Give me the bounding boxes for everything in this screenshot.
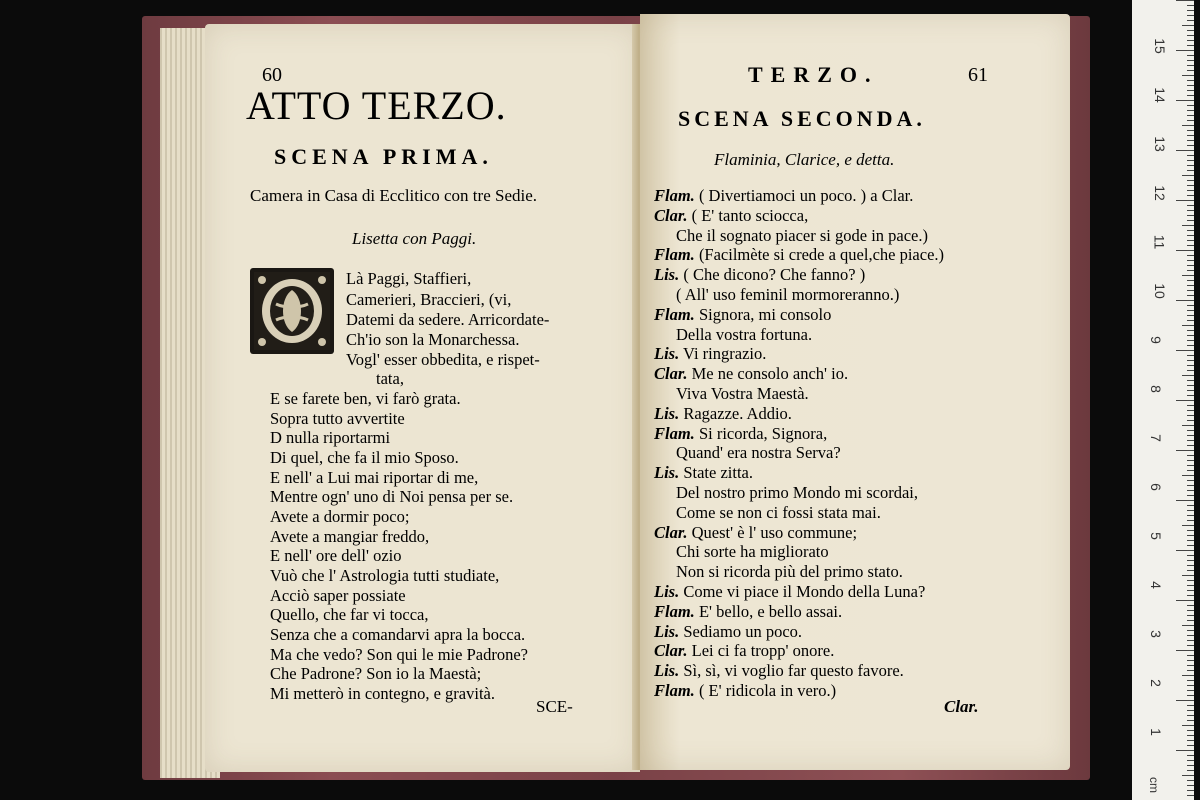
ruler-tick — [1187, 730, 1194, 731]
ruler-tick — [1187, 355, 1194, 356]
verse-line: E se farete ben, vi farò grata. — [270, 389, 461, 408]
ruler-tick — [1176, 250, 1194, 251]
ruler-tick — [1187, 90, 1194, 91]
ruler-tick — [1182, 325, 1194, 326]
ruler-tick — [1187, 590, 1194, 591]
speech-text: Non si ricorda più del primo stato. — [676, 562, 903, 582]
speech-text: Chi sorte ha migliorato — [676, 542, 829, 562]
ruler-tick — [1187, 240, 1194, 241]
ruler-tick — [1182, 75, 1194, 76]
speech-text: ( E' tanto sciocca, — [691, 205, 809, 225]
ruler-tick — [1187, 545, 1194, 546]
ruler-tick — [1187, 735, 1194, 736]
ruler-tick — [1182, 575, 1194, 576]
ruler-tick — [1182, 625, 1194, 626]
ruler-tick — [1187, 5, 1194, 6]
ruler-tick — [1187, 135, 1194, 136]
ruler-tick — [1187, 315, 1194, 316]
ruler-tick — [1187, 640, 1194, 641]
ruler-tick — [1187, 690, 1194, 691]
ruler-tick — [1187, 585, 1194, 586]
verse-line: Acciò saper possiate — [270, 586, 406, 605]
ruler-tick — [1187, 335, 1194, 336]
speaker-name: Flam. — [654, 245, 695, 265]
ruler-tick — [1187, 455, 1194, 456]
ruler-number: 10 — [1151, 283, 1168, 299]
ruler-tick — [1187, 270, 1194, 271]
ruler-tick — [1176, 550, 1194, 551]
dialogue-line — [654, 582, 925, 602]
speaker-name: Lis. — [654, 621, 680, 641]
ruler-tick — [1187, 190, 1194, 191]
ruler-tick — [1187, 140, 1194, 141]
ruler-tick — [1187, 55, 1194, 56]
dialogue-line — [654, 523, 857, 543]
dialogue-line — [654, 424, 827, 444]
dialogue-line — [654, 463, 753, 483]
ruler-tick — [1187, 740, 1194, 741]
verse-line: Camerieri, Braccieri, (vi, — [346, 290, 512, 309]
ruler-tick — [1187, 570, 1194, 571]
speaker-name: Clar. — [654, 641, 688, 661]
ruler-tick — [1187, 130, 1194, 131]
right-page-number: 61 — [968, 64, 988, 86]
ruler-tick — [1176, 400, 1194, 401]
speech-text: Sì, sì, vi voglio far questo favore. — [683, 661, 904, 681]
ruler-tick — [1187, 535, 1194, 536]
ruler-tick — [1187, 380, 1194, 381]
ruler-tick — [1176, 500, 1194, 501]
dialogue-line — [676, 384, 809, 404]
ruler-tick — [1187, 415, 1194, 416]
verse-line: Quello, che far vi tocca, — [270, 605, 429, 624]
ruler-number: 13 — [1151, 136, 1168, 152]
ruler-tick — [1187, 685, 1194, 686]
ruler-tick — [1182, 725, 1194, 726]
ruler-number: 14 — [1151, 87, 1168, 103]
ruler-tick — [1187, 320, 1194, 321]
floral-initial-icon — [250, 268, 334, 354]
ruler-tick — [1187, 555, 1194, 556]
speaker-name: Flam. — [654, 423, 695, 443]
ruler-tick — [1187, 765, 1194, 766]
ruler-tick — [1182, 225, 1194, 226]
ruler-tick — [1187, 405, 1194, 406]
ruler-tick — [1187, 470, 1194, 471]
verse-line: Mentre ogn' uno di Noi pensa per se. — [270, 487, 514, 506]
speech-text: ( E' ridicola in vero.) — [698, 681, 837, 700]
scene-setting: Camera in Casa di Ecclitico con tre Sedie. — [250, 186, 538, 205]
ruler-tick — [1182, 175, 1194, 176]
ruler-tick — [1187, 785, 1194, 786]
ruler-tick — [1187, 670, 1194, 671]
speech-text: Della vostra fortuna. — [676, 324, 813, 344]
ruler-tick — [1187, 45, 1194, 46]
ruler-tick — [1187, 440, 1194, 441]
right-catchword: Clar. — [944, 697, 979, 716]
ruler-tick — [1182, 675, 1194, 676]
dialogue-line — [654, 404, 792, 424]
ruler-tick — [1187, 40, 1194, 41]
ruler-tick — [1187, 330, 1194, 331]
ruler-tick — [1187, 70, 1194, 71]
ruler-tick — [1187, 435, 1194, 436]
ruler-tick — [1187, 265, 1194, 266]
speech-text: ( Divertiamoci un poco. ) a Clar. — [698, 186, 914, 205]
ruler-tick — [1187, 15, 1194, 16]
dialogue-line — [654, 206, 808, 226]
ruler-tick — [1187, 580, 1194, 581]
verse-line: Avete a mangiar freddo, — [270, 527, 430, 546]
ruler-tick — [1187, 635, 1194, 636]
speech-text: Sediamo un poco. — [683, 621, 803, 641]
speaker-name: Clar. — [654, 205, 688, 225]
ruler-tick — [1187, 390, 1194, 391]
dialogue-line — [654, 186, 913, 206]
dialogue-line — [676, 562, 903, 582]
ruler-tick — [1187, 345, 1194, 346]
ruler-tick — [1187, 230, 1194, 231]
ruler-tick — [1187, 645, 1194, 646]
verse-line: Là Paggi, Staffieri, — [346, 269, 472, 288]
speech-text: Come se non ci fossi stata mai. — [676, 502, 881, 522]
ruler-tick — [1187, 780, 1194, 781]
ruler-tick — [1187, 445, 1194, 446]
ruler-tick — [1187, 430, 1194, 431]
ruler-tick — [1187, 195, 1194, 196]
ruler-tick — [1176, 100, 1194, 101]
ruler-tick — [1187, 160, 1194, 161]
dialogue-line — [676, 483, 918, 503]
verse-line: E nell' ore dell' ozio — [270, 546, 402, 565]
ruler-tick — [1187, 755, 1194, 756]
dialogue-line — [654, 245, 944, 265]
ruler-tick — [1187, 370, 1194, 371]
verse-line: E nell' a Lui mai riportar di me, — [270, 468, 479, 487]
ruler-tick — [1187, 410, 1194, 411]
verse-line: Avete a dormir poco; — [270, 507, 410, 526]
verse-line: tata, — [376, 369, 404, 388]
speaker-name: Flam. — [654, 681, 695, 700]
left-scene-heading: SCENA PRIMA. — [274, 144, 493, 169]
ruler-tick — [1187, 205, 1194, 206]
ruler-tick — [1187, 180, 1194, 181]
ruler-tick — [1187, 505, 1194, 506]
speaker-name: Lis. — [654, 344, 680, 364]
ruler-tick — [1176, 0, 1194, 1]
ruler-tick — [1187, 35, 1194, 36]
ruler-tick — [1176, 50, 1194, 51]
ruler-tick — [1187, 295, 1194, 296]
speaker-name: Lis. — [654, 582, 680, 601]
ruler-number: 15 — [1151, 38, 1168, 54]
decorated-initial — [250, 268, 334, 354]
ruler-tick — [1187, 115, 1194, 116]
ruler-tick — [1187, 615, 1194, 616]
ruler-tick — [1187, 790, 1194, 791]
ruler-tick — [1187, 530, 1194, 531]
ruler-tick — [1187, 620, 1194, 621]
speech-text: ( Che dicono? Che fanno? ) — [683, 265, 866, 285]
ruler-tick — [1187, 515, 1194, 516]
ruler-tick — [1187, 145, 1194, 146]
speaker-name: Lis. — [654, 403, 680, 423]
ruler-tick — [1187, 460, 1194, 461]
ruler-tick — [1176, 450, 1194, 451]
ruler-tick — [1187, 630, 1194, 631]
left-page-number: 60 — [262, 64, 282, 86]
ruler-number: 5 — [1147, 532, 1164, 540]
ruler-number: 1 — [1147, 728, 1164, 736]
ruler-tick — [1187, 170, 1194, 171]
measuring-ruler — [1132, 0, 1194, 800]
ruler-tick — [1187, 560, 1194, 561]
ruler-tick — [1187, 245, 1194, 246]
ruler-tick — [1187, 165, 1194, 166]
ruler-tick — [1187, 185, 1194, 186]
speech-text: Quand' era nostra Serva? — [676, 443, 841, 463]
ruler-tick — [1187, 715, 1194, 716]
act-title: ATTO TERZO. — [246, 83, 507, 128]
ruler-tick — [1187, 745, 1194, 746]
ruler-tick — [1176, 150, 1194, 151]
verse-line: Di quel, che fa il mio Sposo. — [270, 448, 459, 467]
ruler-tick — [1187, 485, 1194, 486]
dialogue-line — [676, 503, 881, 523]
speech-text: Vi ringrazio. — [683, 344, 767, 364]
running-head: TERZO. — [748, 62, 879, 87]
speech-text: Viva Vostra Maestà. — [676, 384, 809, 403]
ruler-number: 6 — [1147, 483, 1164, 491]
dialogue-line — [676, 325, 812, 345]
verse-line: Senza che a comandarvi apra la bocca. — [270, 625, 526, 644]
ruler-tick — [1176, 650, 1194, 651]
speaker-name: Clar. — [654, 364, 688, 384]
ruler-tick — [1187, 110, 1194, 111]
speech-text: ( All' uso feminil mormoreranno.) — [676, 285, 900, 304]
ruler-tick — [1187, 30, 1194, 31]
ruler-tick — [1187, 395, 1194, 396]
ruler-tick — [1187, 290, 1194, 291]
ruler-tick — [1187, 565, 1194, 566]
ruler-tick — [1187, 510, 1194, 511]
ruler-tick — [1187, 255, 1194, 256]
ruler-tick — [1187, 305, 1194, 306]
ruler-tick — [1187, 340, 1194, 341]
ruler-tick — [1187, 770, 1194, 771]
speech-text: Signora, mi consolo — [698, 304, 832, 324]
verse-line: Che Padrone? Son io la Maestà; — [270, 664, 482, 683]
ruler-tick — [1187, 235, 1194, 236]
ruler-tick — [1182, 475, 1194, 476]
ruler-tick — [1187, 215, 1194, 216]
ruler-number: 12 — [1151, 185, 1168, 201]
ruler-tick — [1187, 795, 1194, 796]
right-scene-heading: SCENA SECONDA. — [678, 106, 926, 131]
ruler-tick — [1187, 20, 1194, 21]
dialogue-line — [654, 661, 904, 681]
verse-line: Datemi da sedere. Arricordate- — [346, 310, 550, 329]
dialogue-line — [654, 681, 836, 701]
ruler-tick — [1187, 760, 1194, 761]
dialogue-line — [654, 265, 865, 285]
ruler-number: 4 — [1147, 581, 1164, 589]
ruler-tick — [1187, 695, 1194, 696]
verse-line: Ma che vedo? Son qui le mie Padrone? — [270, 645, 528, 664]
ruler-tick — [1187, 385, 1194, 386]
speech-text: Ragazze. Addio. — [683, 403, 792, 423]
speaker-name: Flam. — [654, 304, 695, 324]
ruler-unit: cm — [1147, 777, 1161, 793]
ruler-tick — [1187, 705, 1194, 706]
speech-text: Del nostro primo Mondo mi scordai, — [676, 483, 918, 502]
speech-text: Lei ci fa tropp' onore. — [691, 641, 835, 661]
ruler-tick — [1187, 60, 1194, 61]
ruler-tick — [1187, 610, 1194, 611]
speech-text: State zitta. — [683, 463, 753, 483]
dialogue-line — [654, 364, 848, 384]
dialogue-line — [654, 344, 766, 364]
ruler-tick — [1176, 750, 1194, 751]
ruler-tick — [1187, 80, 1194, 81]
ruler-tick — [1176, 350, 1194, 351]
verse-line: Vogl' esser obbedita, e rispet- — [346, 350, 540, 369]
ruler-tick — [1187, 480, 1194, 481]
ruler-tick — [1187, 520, 1194, 521]
ruler-tick — [1187, 720, 1194, 721]
ruler-tick — [1187, 665, 1194, 666]
ruler-tick — [1187, 260, 1194, 261]
ruler-tick — [1187, 310, 1194, 311]
ruler-number: 11 — [1151, 234, 1168, 250]
dialogue-line — [676, 226, 928, 246]
ruler-tick — [1176, 200, 1194, 201]
ruler-tick — [1187, 680, 1194, 681]
right-characters: Flaminia, Clarice, e detta. — [714, 150, 895, 169]
left-catchword: SCE- — [536, 697, 573, 716]
speech-text: Me ne consolo anch' io. — [691, 364, 849, 384]
speaker-name: Lis. — [654, 661, 680, 681]
speaker-name: Lis. — [654, 463, 680, 483]
ruler-number: 7 — [1147, 434, 1164, 442]
dialogue-line — [676, 542, 829, 562]
speech-text: Quest' è l' uso commune; — [691, 522, 858, 542]
ruler-number: 3 — [1147, 630, 1164, 638]
ruler-tick — [1187, 285, 1194, 286]
ruler-tick — [1187, 710, 1194, 711]
speaker-name: Flam. — [654, 186, 695, 205]
speech-text: Che il sognato piacer si gode in pace.) — [676, 225, 929, 245]
ruler-tick — [1187, 155, 1194, 156]
ruler-tick — [1187, 95, 1194, 96]
speech-text: Si ricorda, Signora, — [698, 423, 828, 443]
ruler-tick — [1176, 700, 1194, 701]
ruler-tick — [1187, 420, 1194, 421]
speaker-name: Lis. — [654, 265, 680, 285]
ruler-tick — [1187, 120, 1194, 121]
speech-text: (Facilmète si crede a quel,che piace.) — [698, 245, 945, 265]
ruler-tick — [1187, 280, 1194, 281]
ruler-tick — [1187, 85, 1194, 86]
ruler-tick — [1182, 25, 1194, 26]
verse-line: Ch'io son la Monarchessa. — [346, 330, 520, 349]
dialogue-line — [654, 602, 842, 622]
ruler-tick — [1187, 465, 1194, 466]
ruler-tick — [1187, 540, 1194, 541]
ruler-tick — [1187, 105, 1194, 106]
ruler-tick — [1182, 525, 1194, 526]
ruler-tick — [1187, 220, 1194, 221]
dialogue-line — [676, 285, 899, 305]
ruler-tick — [1187, 10, 1194, 11]
ruler-tick — [1187, 605, 1194, 606]
ruler-tick — [1182, 275, 1194, 276]
ruler-tick — [1187, 365, 1194, 366]
ruler-tick — [1182, 375, 1194, 376]
dialogue-line — [654, 622, 802, 642]
ruler-tick — [1187, 210, 1194, 211]
ruler-tick — [1187, 655, 1194, 656]
ruler-tick — [1176, 600, 1194, 601]
ruler-tick — [1187, 490, 1194, 491]
dialogue-line — [654, 641, 834, 661]
left-characters: Lisetta con Paggi. — [352, 229, 477, 248]
dialogue-line — [676, 443, 841, 463]
ruler-tick — [1187, 65, 1194, 66]
ruler-tick — [1182, 775, 1194, 776]
dialogue-line — [654, 305, 831, 325]
ruler-tick — [1182, 125, 1194, 126]
speaker-name: Flam. — [654, 601, 695, 621]
ruler-tick — [1187, 360, 1194, 361]
ruler-tick — [1176, 300, 1194, 301]
ruler-tick — [1187, 495, 1194, 496]
ruler-tick — [1187, 660, 1194, 661]
ruler-tick — [1182, 425, 1194, 426]
speech-text: Come vi piace il Mondo della Luna? — [683, 582, 926, 601]
speech-text: E' bello, e bello assai. — [698, 601, 843, 621]
ruler-number: 8 — [1147, 385, 1164, 393]
ruler-number: 2 — [1147, 679, 1164, 687]
verse-line: Mi metterò in contegno, e gravità. — [270, 684, 495, 703]
verse-line: D nulla riportarmi — [270, 428, 391, 447]
verse-line: Sopra tutto avvertite — [270, 409, 405, 428]
ruler-tick — [1187, 595, 1194, 596]
speaker-name: Clar. — [654, 522, 688, 542]
ruler-number: 9 — [1147, 336, 1164, 344]
verse-line: Vuò che l' Astrologia tutti studiate, — [270, 566, 500, 585]
